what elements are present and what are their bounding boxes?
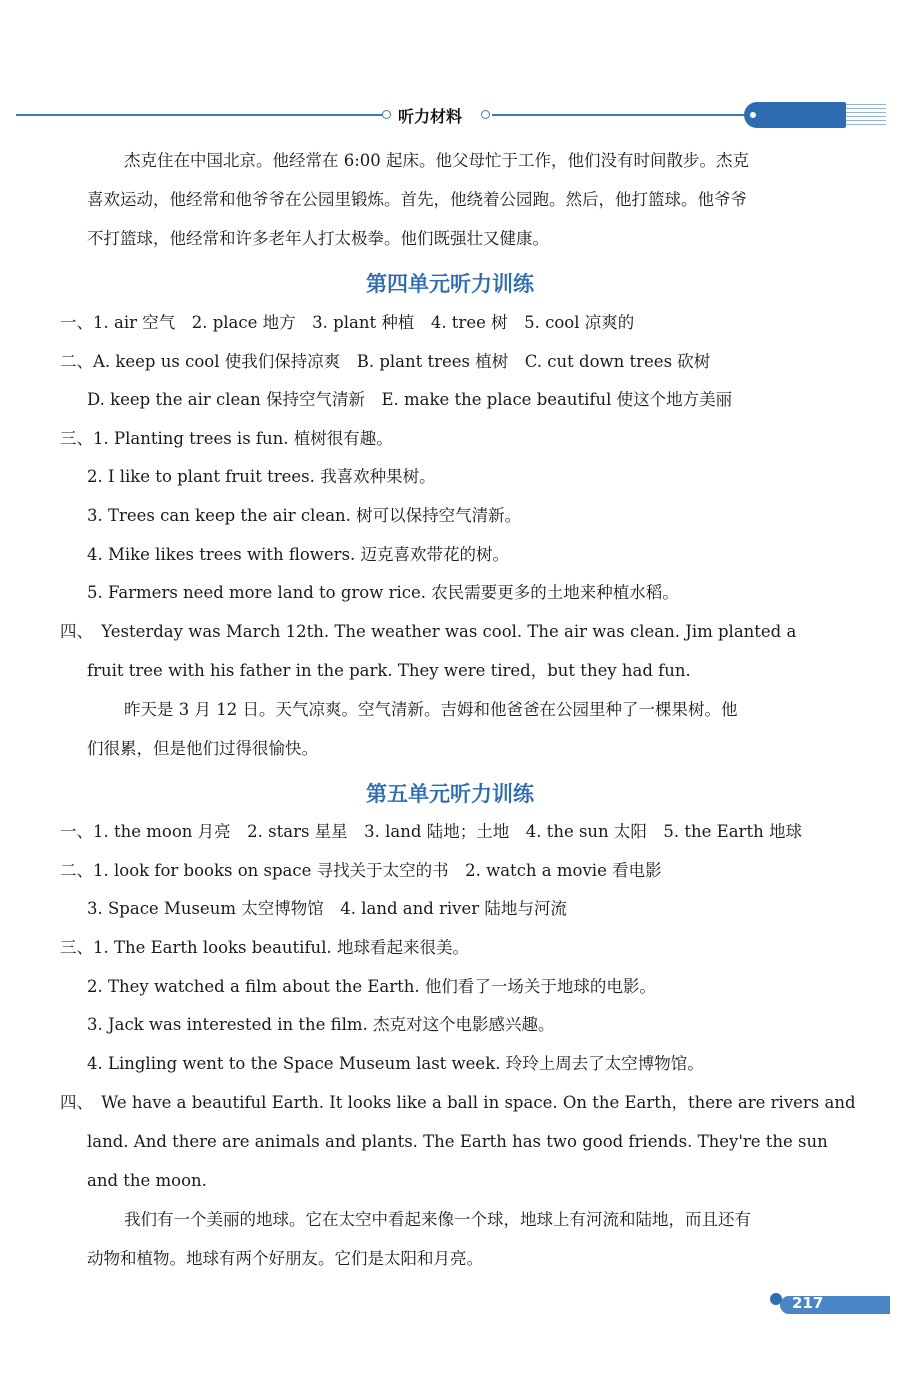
story-line: 不打篮球，他经常和许多老年人打太极拳。他们既强壮又健康。	[87, 229, 549, 248]
exercise-line: 三、1. Planting trees is fun. 植树很有趣。	[60, 429, 393, 448]
translation-line: 们很累，但是他们过得很愉快。	[87, 739, 318, 758]
page-footer	[770, 1288, 900, 1318]
story-line: 杰克住在中国北京。他经常在 6:00 起床。他父母忙于工作，他们没有时间散步。杰克	[124, 151, 750, 170]
exercise-line: 二、1. look for books on space 寻找关于太空的书 2. watch a movie 看电影	[60, 861, 662, 880]
exercise-line: 三、1. The Earth looks beautiful. 地球看起来很美。	[60, 938, 469, 957]
translation-line: 昨天是 3 月 12 日。天气凉爽。空气清新。吉姆和他爸爸在公园里种了一棵果树。他	[124, 700, 738, 719]
unit5-title: 第五单元听力训练	[366, 782, 534, 806]
page-number: 217	[792, 1294, 824, 1312]
header-title: 听力材料	[398, 107, 463, 126]
passage-line: land. And there are animals and plants. The Earth has two good friends. They're the sun	[87, 1132, 828, 1151]
exercise-line: 3. Trees can keep the air clean. 树可以保持空气清新。	[87, 506, 522, 525]
exercise-line: D. keep the air clean 保持空气清新 E. make the place beautiful 使这个地方美丽	[87, 390, 733, 409]
exercise-line: 2. I like to plant fruit trees. 我喜欢种果树。	[87, 467, 436, 486]
exercise-line: 3. Jack was interested in the film. 杰克对这个电影感兴趣。	[87, 1015, 555, 1034]
exercise-line: 4. Lingling went to the Space Museum last week. 玲玲上周去了太空博物馆。	[87, 1054, 704, 1073]
header-stripes-decoration	[846, 104, 886, 126]
header-rule-right	[492, 114, 744, 116]
exercise-line: 5. Farmers need more land to grow rice. 农民需要更多的土地来种植水稻。	[87, 583, 679, 602]
unit4-title: 第四单元听力训练	[366, 272, 534, 296]
passage-line: 四、 We have a beautiful Earth. It looks like a ball in space. On the Earth，there are rivers and	[60, 1093, 856, 1112]
passage-line: fruit tree with his father in the park. They were tired，but they had fun.	[87, 661, 691, 680]
footer-mark-icon	[770, 1293, 782, 1305]
translation-line: 动物和植物。地球有两个好朋友。它们是太阳和月亮。	[87, 1249, 483, 1268]
exercise-line: 一、1. air 空气 2. place 地方 3. plant 种植 4. tree 树 5. cool 凉爽的	[60, 313, 635, 332]
header-dot-right	[481, 110, 490, 119]
passage-line: 四、 Yesterday was March 12th. The weather was cool. The air was clean. Jim planted a	[60, 622, 797, 641]
passage-line: and the moon.	[87, 1171, 207, 1190]
header-dot-left	[382, 110, 391, 119]
exercise-line: 2. They watched a film about the Earth. 他们看了一场关于地球的电影。	[87, 977, 656, 996]
exercise-line: 一、1. the moon 月亮 2. stars 星星 3. land 陆地；土地 4. the sun 太阳 5. the Earth 地球	[60, 822, 802, 841]
header-tab-dot	[750, 112, 756, 118]
header-tab-decoration	[744, 102, 846, 128]
exercise-line: 4. Mike likes trees with flowers. 迈克喜欢带花的树。	[87, 545, 510, 564]
page-header	[0, 96, 900, 136]
header-rule-left	[16, 114, 382, 116]
exercise-line: 二、A. keep us cool 使我们保持凉爽 B. plant trees 植树 C. cut down trees 砍树	[60, 352, 711, 371]
translation-line: 我们有一个美丽的地球。它在太空中看起来像一个球，地球上有河流和陆地，而且还有	[124, 1210, 751, 1229]
story-line: 喜欢运动，他经常和他爷爷在公园里锻炼。首先，他绕着公园跑。然后，他打篮球。他爷爷	[87, 190, 747, 209]
exercise-line: 3. Space Museum 太空博物馆 4. land and river 陆地与河流	[87, 899, 567, 918]
